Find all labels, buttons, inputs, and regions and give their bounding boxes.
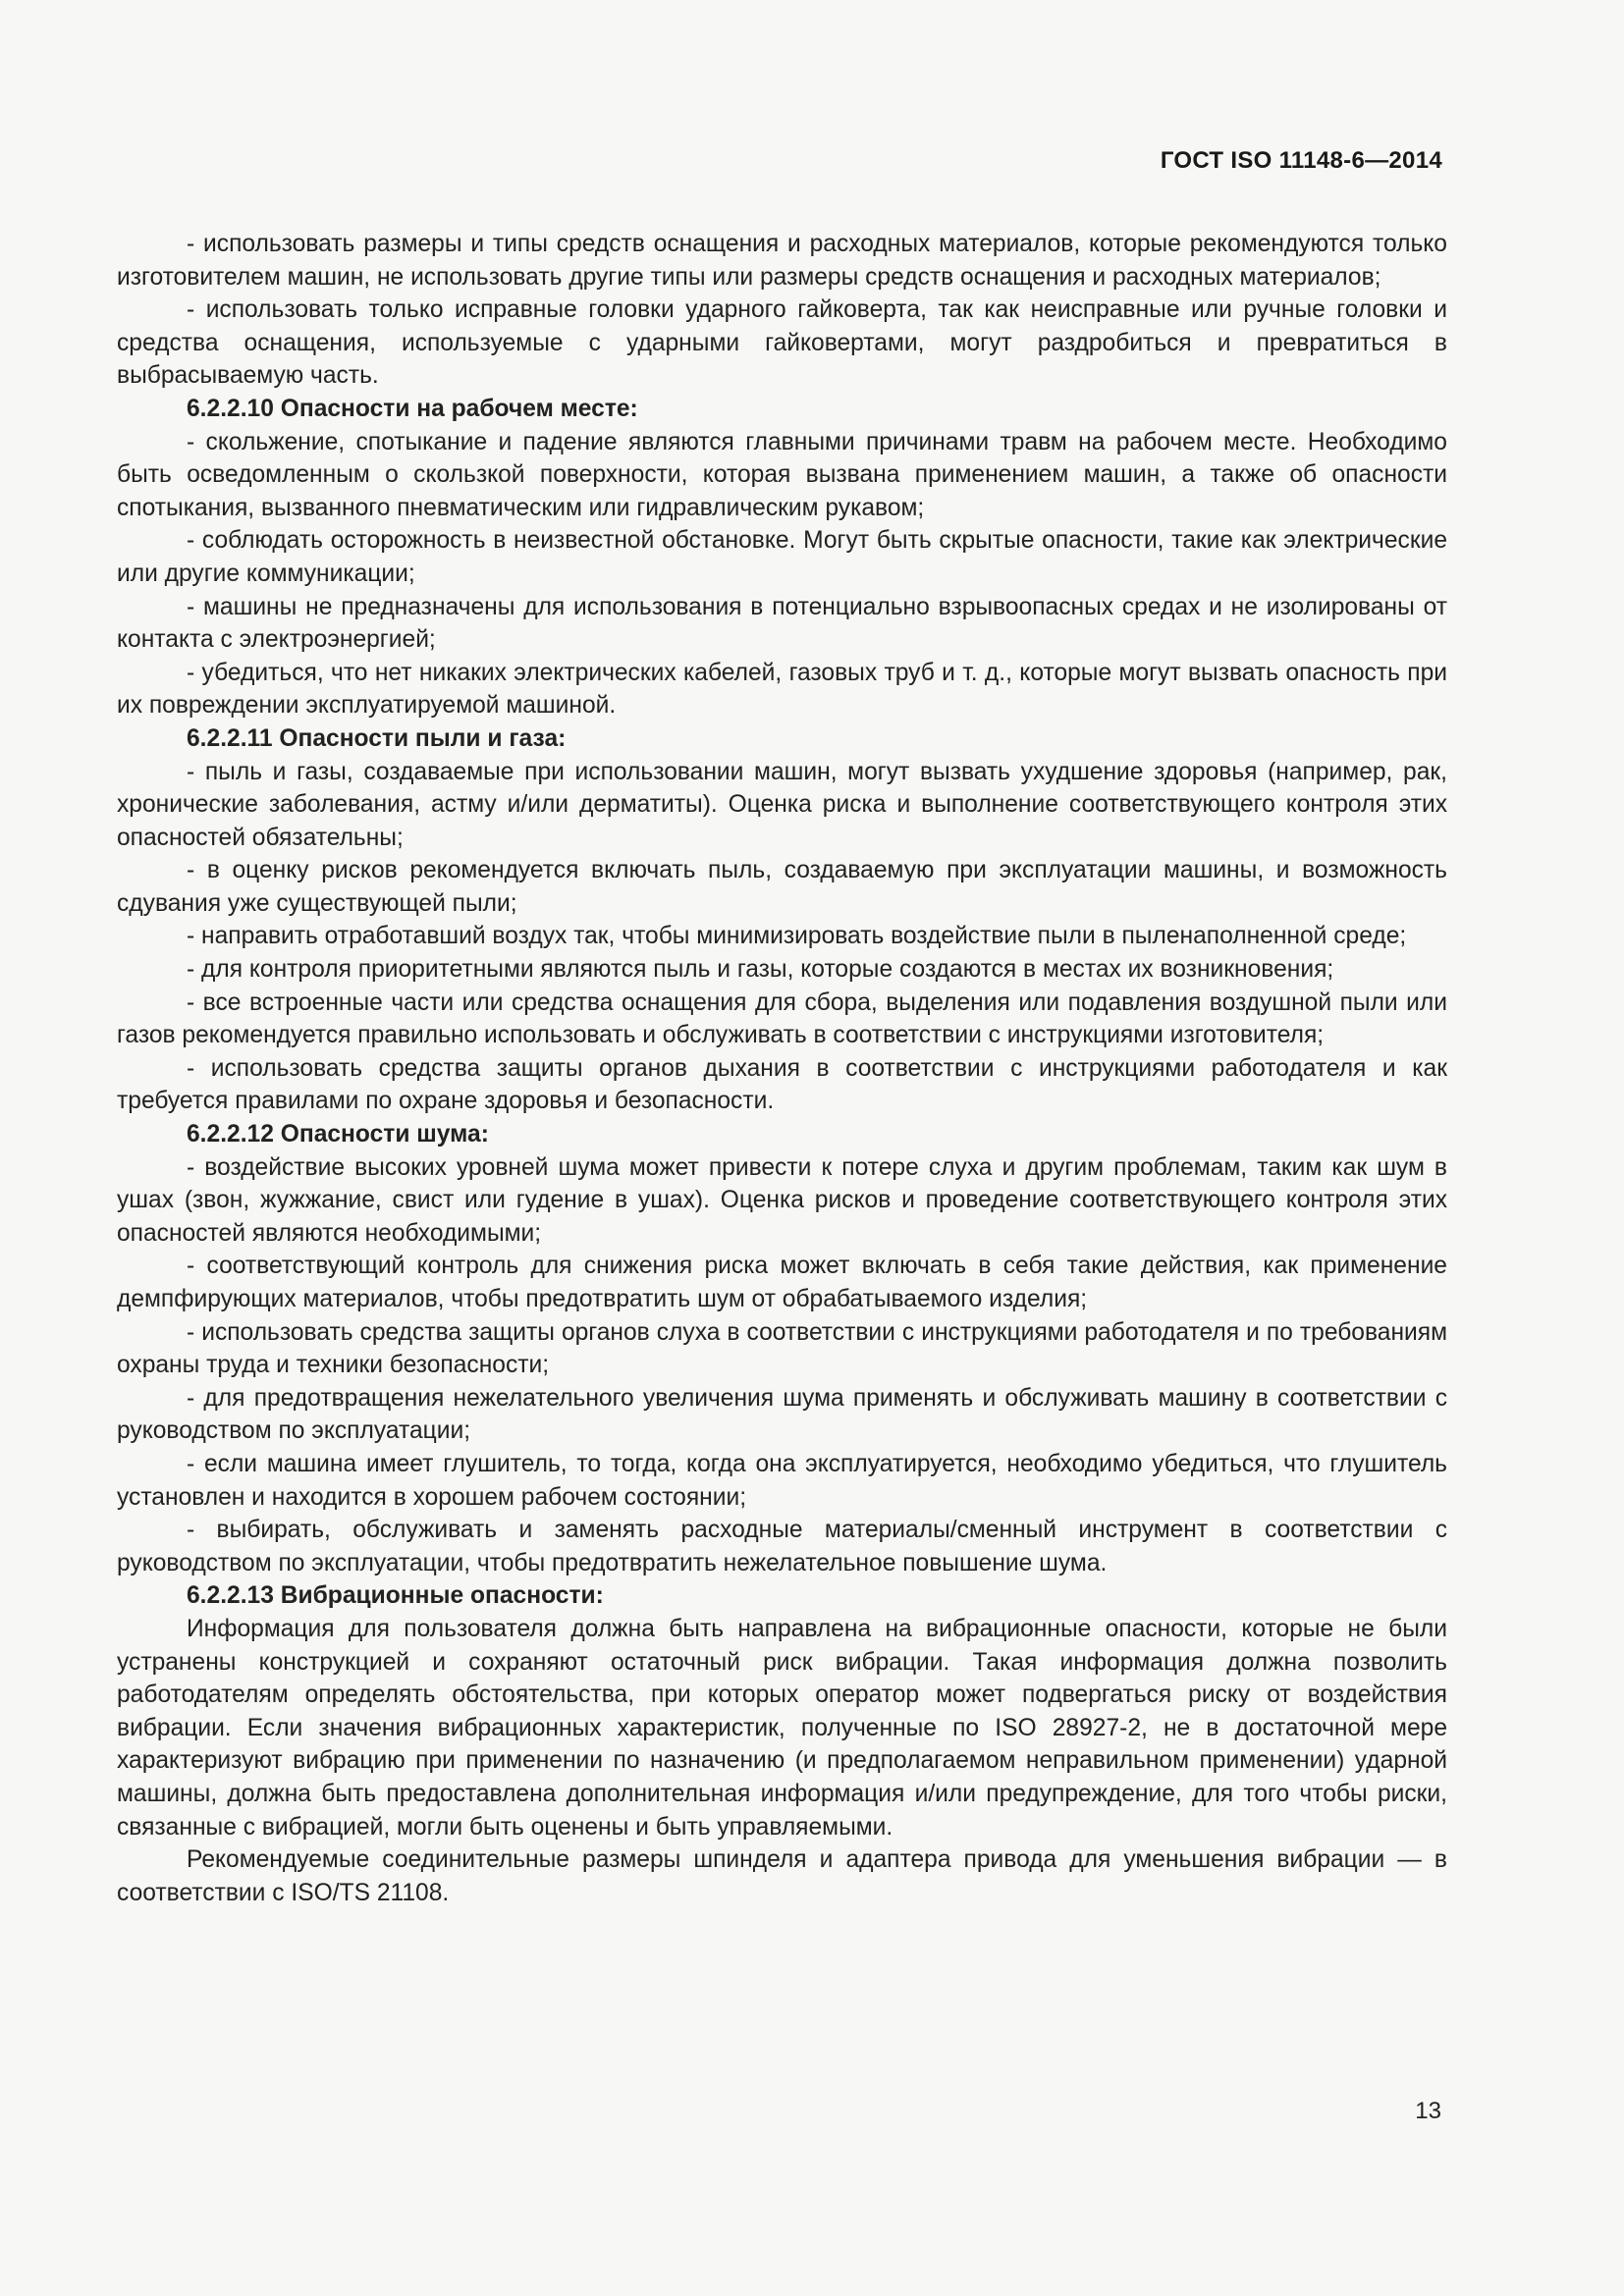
section-heading-workplace-hazards: 6.2.2.10 Опасности на рабочем месте: xyxy=(187,395,638,422)
bullet-slipping-tripping: - скольжение, спотыкание и падение являются главными причинами травм на рабочем месте. Необходимо быть осведомленным о скользкой поверхности, которая вызвана применением машин, а также об опасности спотыкания, вызванного пневматическим или гидравлическим рукавом; xyxy=(117,428,1447,521)
bullet-consumables-noise: - выбирать, обслуживать и заменять расходные материалы/сменный инструмент в соответствии с руководством по эксплуатации, чтобы предотвратить нежелательное повышение шума. xyxy=(117,1517,1447,1576)
bullet-dust-extraction: - все встроенные части или средства оснащения для сбора, выделения или подавления воздушной пыли или газов рекомендуется правильно использовать и обслуживать в соответствии с инструкциями изготовителя; xyxy=(117,988,1447,1049)
bullet-dust-health: - пыль и газы, создаваемые при использовании машин, могут вызвать ухудшение здоровья (например, рак, хронические заболевания, астму и/или дерматиты). Оценка риска и выполнение соответствующего контроля этих опасностей обязательны; xyxy=(117,758,1447,851)
bullet-hearing-protection: - использовать средства защиты органов слуха в соответствии с инструкциями работодателя и по требованиям охраны труда и техники безопасности; xyxy=(117,1318,1447,1379)
bullet-impact-sockets: - использовать только исправные головки ударного гайковерта, так как неисправные или ручные головки и средства оснащения, используемые с ударными гайковертами, могут раздробиться и превратиться в выбрасываемую часть. xyxy=(117,296,1447,390)
document-standard-id: ГОСТ ISO 11148-6—2014 xyxy=(1160,147,1442,174)
document-body xyxy=(117,228,1447,1909)
bullet-control-priority: - для контроля приоритетными являются пыль и газы, которые создаются в местах их возникновения; xyxy=(187,956,1334,984)
bullet-respiratory-protection: - использовать средства защиты органов дыхания в соответствии с инструкциями работодателя и как требуется правилами по охране здоровья и безопасности. xyxy=(117,1054,1447,1115)
section-heading-noise-hazards: 6.2.2.12 Опасности шума: xyxy=(187,1121,489,1148)
section-heading-vibration-hazards: 6.2.2.13 Вибрационные опасности: xyxy=(187,1582,604,1610)
bullet-explosive-atmospheres: - машины не предназначены для использования в потенциально взрывоопасных средах и не изолированы от контакта с электроэнергией; xyxy=(117,593,1447,654)
bullet-silencer: - если машина имеет глушитель, то тогда, когда она эксплуатируется, необходимо убедиться, что глушитель установлен и находится в хорошем рабочем состоянии; xyxy=(117,1450,1447,1511)
bullet-risk-assessment-dust: - в оценку рисков рекомендуется включать пыль, создаваемую при эксплуатации машины, и возможность сдувания уже существующей пыли; xyxy=(117,857,1447,917)
bullet-noise-damping: - соответствующий контроль для снижения риска может включать в себя такие действия, как применение демпфирующих материалов, чтобы предотвратить шум от обрабатываемого изделия; xyxy=(117,1253,1447,1312)
page-number: 13 xyxy=(1415,2098,1441,2124)
bullet-cables-pipes: - убедиться, что нет никаких электрических кабелей, газовых труб и т. д., которые могут вызвать опасность при их повреждении эксплуатируемой машиной. xyxy=(117,659,1447,720)
bullet-noise-hearing-loss: - воздействие высоких уровней шума может привести к потере слуха и другим проблемам, таким как шум в ушах (звон, жужжание, свист или гудение в ушах). Оценка рисков и проведение соответствующего контроля этих опасностей являются необходимыми; xyxy=(117,1153,1447,1247)
bullet-exhaust-direction: - направить отработавший воздух так, чтобы минимизировать воздействие пыли в пыленаполненной среде; xyxy=(187,923,1407,950)
paragraph-vibration-information: Информация для пользователя должна быть направлена на вибрационные опасности, которые не были устранены конструкцией и сохраняют остаточный риск вибрации. Такая информация должна позволить работодателям определять обстоятельства, при которых оператор может подвергаться риску от воздействия вибрации. Если значения вибрационных характеристик, полученные по ISO 28927-2, не в достаточной мере характеризуют вибрацию при применении по назначению (и предполагаемом неправильном применении) ударной машины, должна быть предоставлена дополнительная информация и/или предупреждение, для того чтобы риски, связанные с вибрацией, могли быть оценены и быть управляемыми. xyxy=(117,1615,1447,1841)
bullet-unknown-surroundings: - соблюдать осторожность в неизвестной обстановке. Могут быть скрытые опасности, такие как электрические или другие коммуникации; xyxy=(117,527,1447,587)
bullet-consumables-sizes: - использовать размеры и типы средств оснащения и расходных материалов, которые рекомендуются только изготовителем машин, не использовать другие типы или размеры средств оснащения и расходных материалов; xyxy=(117,231,1447,291)
paragraph-spindle-dimensions: Рекомендуемые соединительные размеры шпинделя и адаптера привода для уменьшения вибрации — в соответствии с ISO/TS 21108. xyxy=(117,1846,1447,1906)
section-heading-dust-fume-hazards: 6.2.2.11 Опасности пыли и газа: xyxy=(187,724,567,752)
bullet-noise-maintenance: - для предотвращения нежелательного увеличения шума применять и обслуживать машину в соответствии с руководством по эксплуатации; xyxy=(117,1384,1447,1445)
